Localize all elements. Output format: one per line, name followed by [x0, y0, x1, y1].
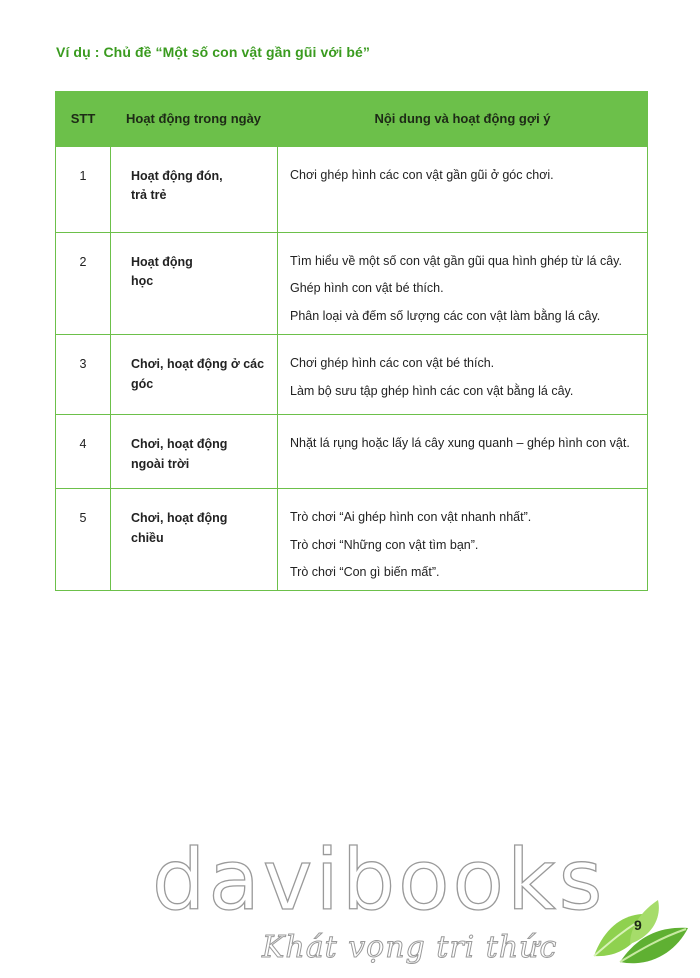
row-activity	[111, 489, 278, 591]
content-line: Ghép hình con vật bé thích.	[290, 281, 444, 296]
content-line: Chơi ghép hình các con vật bé thích.	[290, 356, 495, 371]
row-activity	[111, 415, 278, 489]
table-header-row	[56, 92, 648, 147]
row-content	[278, 335, 648, 415]
table-row	[56, 147, 648, 233]
activity-line: ngoài trời	[131, 456, 190, 471]
row-content	[278, 233, 648, 335]
row-stt: 1	[56, 147, 111, 233]
row-content	[278, 489, 648, 591]
row-stt: 3	[56, 335, 111, 415]
activity-line: Chơi, hoạt động ở các	[131, 357, 265, 372]
content-line: Nhặt lá rụng hoặc lấy lá cây xung quanh – ghép hình con vật.	[290, 436, 630, 451]
activity-line: trả trẻ	[131, 188, 167, 203]
table-row	[56, 233, 648, 335]
header-activity: Hoạt động trong ngày	[111, 92, 278, 147]
leaf-icon	[590, 898, 690, 968]
watermark-logo: davibooks	[152, 831, 606, 929]
activity-line: Hoạt động đón,	[131, 169, 223, 183]
content-line: Trò chơi “Ai ghép hình con vật nhanh nhất”.	[290, 510, 532, 525]
table-row	[56, 415, 648, 489]
row-activity	[111, 335, 278, 415]
content-line: Làm bộ sưu tập ghép hình các con vật bằng lá cây.	[290, 383, 574, 398]
row-content	[278, 147, 648, 233]
header-content: Nội dung và hoạt động gợi ý	[278, 92, 648, 147]
table-row	[56, 489, 648, 591]
activity-line: Hoạt động	[131, 255, 193, 269]
row-content	[278, 415, 648, 489]
content-line: Trò chơi “Những con vật tìm bạn”.	[290, 537, 479, 552]
activity-line: Chơi, hoạt động	[131, 437, 228, 452]
row-activity	[111, 147, 278, 233]
activity-line: học	[131, 274, 154, 289]
activity-line: góc	[131, 376, 154, 391]
table-row	[56, 335, 648, 415]
activity-line: Chơi, hoạt động	[131, 511, 228, 526]
row-stt: 2	[56, 233, 111, 335]
page-heading: Ví dụ : Chủ đề “Một số con vật gần gũi với bé”	[56, 44, 371, 60]
activity-line: chiều	[131, 530, 164, 545]
row-stt: 5	[56, 489, 111, 591]
header-stt: STT	[56, 92, 111, 147]
watermark-tagline: Khát vọng tri thức	[262, 930, 558, 965]
row-stt: 4	[56, 415, 111, 489]
content-line: Chơi ghép hình các con vật gần gũi ở góc chơi.	[290, 168, 554, 182]
content-line: Trò chơi “Con gì biến mất”.	[290, 564, 440, 579]
content-line: Tìm hiểu về một số con vật gần gũi qua hình ghép từ lá cây.	[290, 254, 622, 268]
activity-table-container	[55, 91, 647, 582]
page-number: 9	[634, 917, 642, 933]
activity-table	[55, 91, 648, 591]
row-activity	[111, 233, 278, 335]
content-line: Phân loại và đếm số lượng các con vật làm bằng lá cây.	[290, 308, 601, 323]
